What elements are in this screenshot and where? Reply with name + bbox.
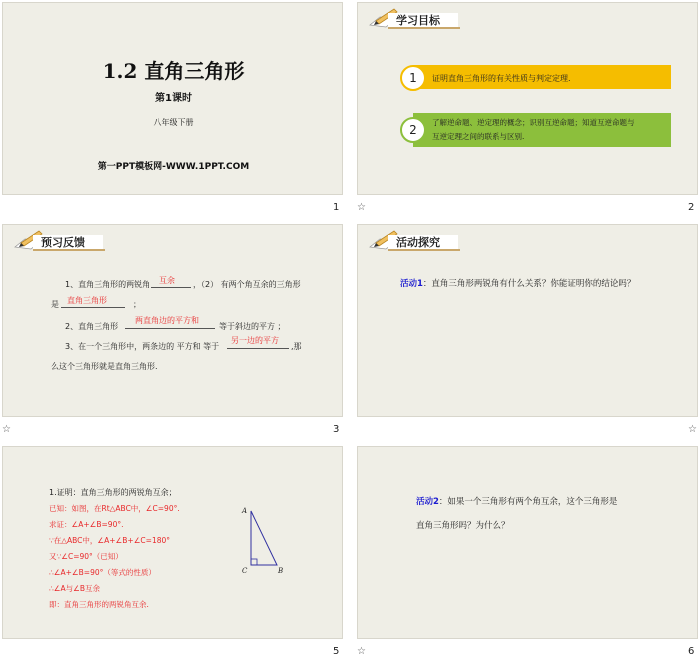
q1-line2-underline <box>61 307 125 308</box>
header-title: 活动探究 <box>396 236 440 249</box>
slide-subtitle: 第1课时 <box>155 93 192 104</box>
activity-2-line-1 <box>416 495 617 507</box>
proof-line-3: 求证：∠A+∠B=90°. <box>49 520 124 529</box>
slide-number: 1 <box>333 202 340 213</box>
q2-fill: 两直角边的平方和 <box>135 316 199 325</box>
q1-line2-fill: 直角三角形 <box>67 296 107 305</box>
q2-text-b: 等于斜边的平方 ； <box>219 322 286 331</box>
proof-line-2: 已知：如图，在Rt△ABC中，∠C=90°. <box>49 504 180 513</box>
slide-number: 6 <box>688 646 695 657</box>
activity-2-line-2: 直角三角形吗？为什么？ <box>416 521 510 531</box>
proof-line-1: 1.证明：直角三角形的两锐角互余； <box>49 488 177 497</box>
slide-6[interactable] <box>357 446 698 639</box>
q3-line2: 么这个三角形就是直角三角形. <box>51 362 158 371</box>
slide-number: 3 <box>333 424 340 435</box>
proof-line-5: 又∵∠C=90°（已知） <box>49 552 123 561</box>
q3-fill: 另一边的平方 <box>231 336 279 345</box>
proof-line-6: ∴∠A+∠B=90°（等式的性质） <box>49 568 156 577</box>
vertex-a-label: A <box>242 507 248 515</box>
proof-line-4: ∵在△ABC中，∠A+∠B+∠C=180° <box>49 536 171 545</box>
goal-1-badge: 1 <box>400 65 426 91</box>
slide-number: 2 <box>688 202 695 213</box>
triangle-figure <box>239 503 299 583</box>
proof-line-8: 即：直角三角形的两锐角互余. <box>49 600 149 609</box>
q1-fill: 互余 <box>159 276 175 285</box>
activity-text: ：如果一个三角形有两个角互余，这个三角形是 <box>438 497 618 507</box>
q2-underline <box>125 328 215 329</box>
slide-1[interactable] <box>2 2 343 195</box>
q3-text-b: ,那 <box>291 342 302 351</box>
goal-2-text-line2: 互逆定理之间的联系与区别. <box>432 132 525 141</box>
star-icon: ☆ <box>2 424 11 435</box>
slide-5[interactable] <box>2 446 343 639</box>
star-icon: ☆ <box>357 202 366 213</box>
slide-title: 1.2 直角三角形 <box>102 59 245 83</box>
q1-text-b: ，（2） 有两个角互余的三角形 <box>193 280 301 289</box>
goal-2-text-line1: 了解逆命题、逆定理的概念；识别互逆命题；知道互逆命题与 <box>432 118 635 127</box>
goal-2-badge: 2 <box>400 117 426 143</box>
slide-2[interactable] <box>357 2 698 195</box>
vertex-b-label: B <box>278 567 284 575</box>
proof-line-7: ∴∠A与∠B互余 <box>49 584 100 593</box>
footer-credit: 第一PPT模板网-WWW.1PPT.COM <box>97 162 250 172</box>
star-icon: ☆ <box>357 646 366 657</box>
q3-underline <box>227 348 289 349</box>
q1-text-a: 1、直角三角形的两锐角 <box>65 280 151 289</box>
grade-label: 八年级下册 <box>153 118 194 127</box>
header-title: 学习目标 <box>396 14 440 27</box>
activity-label: 活动2 <box>416 497 439 507</box>
vertex-c-label: C <box>242 567 248 575</box>
q2-text-a: 2、直角三角形 <box>65 322 119 331</box>
activity-1-line <box>400 277 635 289</box>
slide-4[interactable] <box>357 224 698 417</box>
q1-line2-a: 是 <box>51 300 59 309</box>
q3-text-a: 3、在一个三角形中，两条边的 平方和 等于 <box>65 342 220 351</box>
q1-line2-b: ； <box>133 300 141 309</box>
activity-text: ：直角三角形两锐角有什么关系？你能证明你的结论吗？ <box>422 279 636 289</box>
header-title: 预习反馈 <box>41 236 85 249</box>
star-icon: ☆ <box>688 424 697 435</box>
goal-1-text: 证明直角三角形的有关性质与判定定理. <box>432 74 571 83</box>
activity-label: 活动1 <box>400 279 423 289</box>
q1-underline <box>151 287 191 288</box>
slide-number: 5 <box>333 646 340 657</box>
slide-3[interactable] <box>2 224 343 417</box>
